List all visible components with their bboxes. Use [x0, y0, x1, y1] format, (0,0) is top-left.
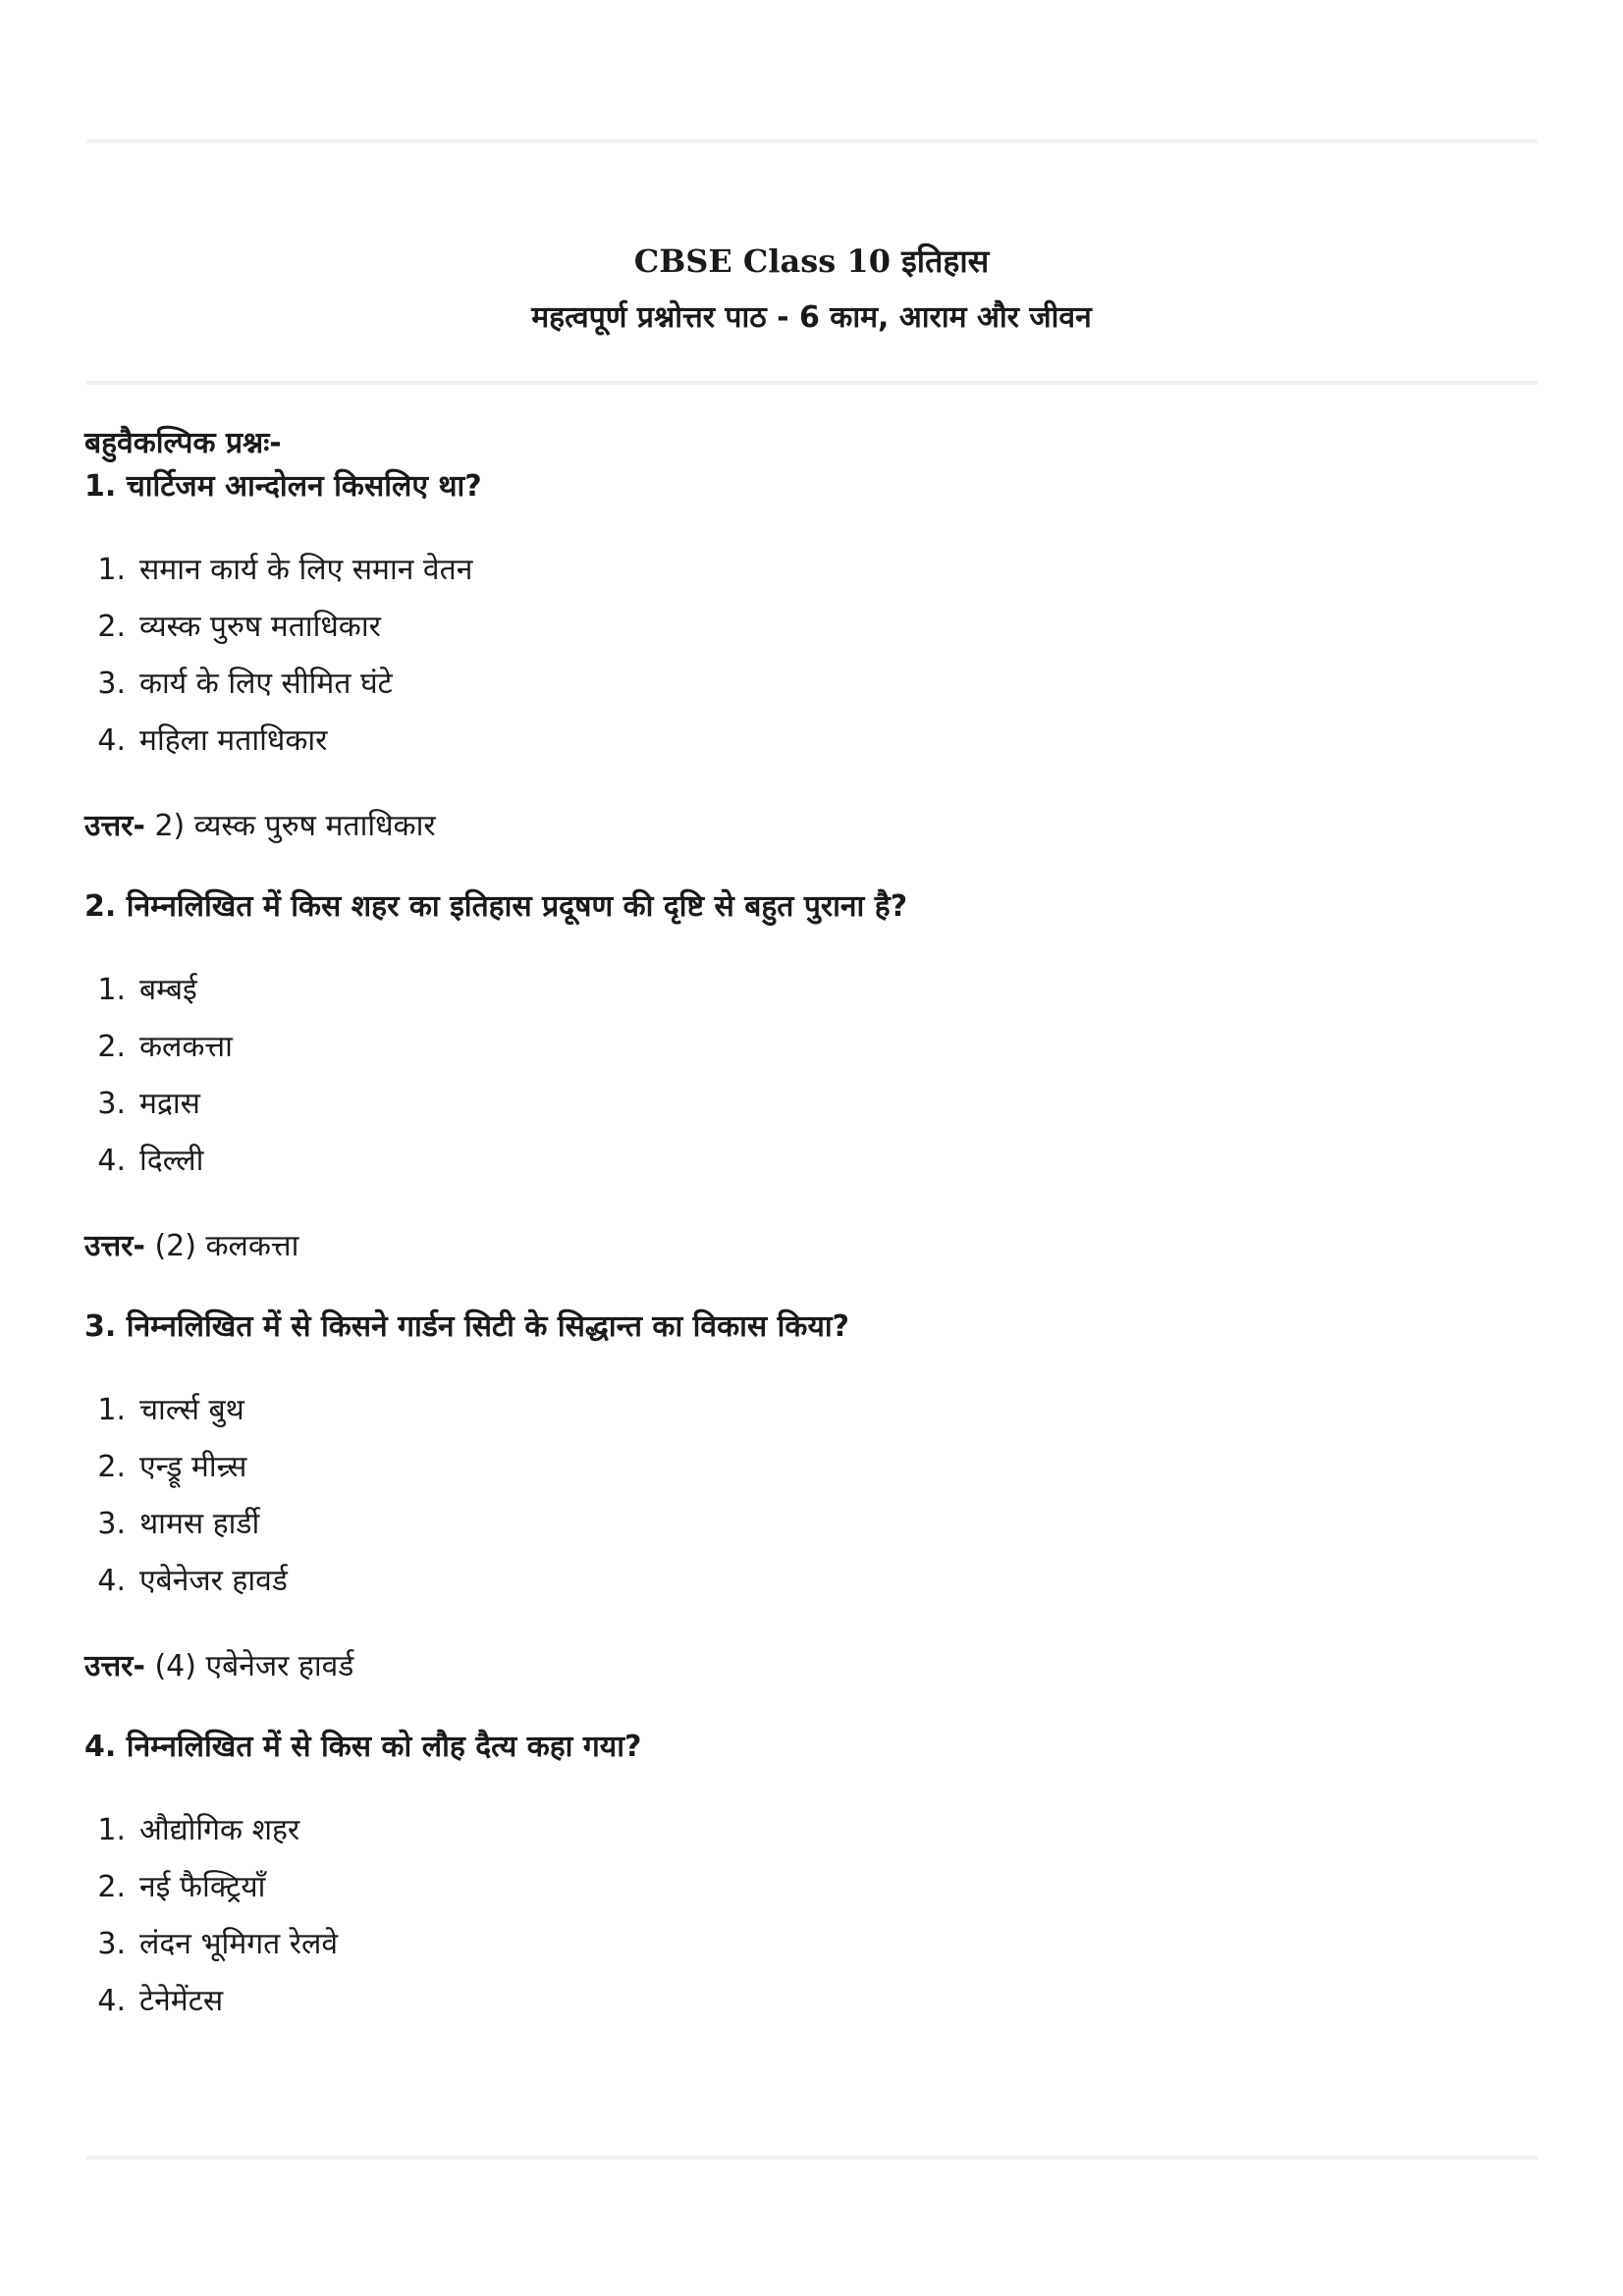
- option-item: [84, 1143, 1538, 1200]
- option-text: एबेनेजर हावर्ड: [139, 1564, 288, 1598]
- question-block: [84, 1306, 1538, 1686]
- option-item: [84, 666, 1538, 722]
- option-number: 3.: [97, 667, 126, 701]
- option-text: समान कार्य के लिए समान वेतन: [139, 553, 473, 587]
- question-text: 1. चार्टिजम आन्दोलन किसलिए था?: [84, 469, 482, 504]
- option-list: [84, 972, 1538, 1200]
- bottom-divider: [86, 2156, 1538, 2160]
- page-subtitle: महत्वपूर्ण प्रश्नोत्तर पाठ - 6 काम, आराम और जीवन: [531, 300, 1092, 335]
- question-block: [84, 885, 1538, 1266]
- question-block: [84, 465, 1538, 846]
- answer-line: [84, 1647, 1538, 1686]
- option-list: [84, 1392, 1538, 1620]
- option-item: [84, 1449, 1538, 1506]
- option-number: 3.: [97, 1507, 126, 1541]
- option-item: [84, 1392, 1538, 1449]
- answer-label: उत्तर-: [84, 1649, 145, 1683]
- option-number: 1.: [97, 973, 126, 1007]
- page-title: CBSE Class 10 इतिहास: [633, 242, 990, 280]
- answer-line: [84, 1227, 1538, 1266]
- answer-label: उत्तर-: [84, 1229, 145, 1263]
- option-number: 1.: [97, 1393, 126, 1427]
- option-number: 2.: [97, 1030, 126, 1064]
- option-number: 2.: [97, 610, 126, 644]
- option-number: 4.: [97, 1144, 126, 1178]
- option-number: 3.: [97, 1927, 126, 1961]
- answer-text: (4) एबेनेजर हावर्ड: [144, 1649, 354, 1683]
- answer-line: [84, 807, 1538, 846]
- question-block: [84, 1726, 1538, 2040]
- option-item: [84, 1869, 1538, 1926]
- option-number: 2.: [97, 1870, 126, 1904]
- question-text: 4. निम्नलिखित में से किस को लौह दैत्य कहा गया?: [84, 1730, 642, 1764]
- option-text: महिला मताधिकार: [139, 723, 328, 758]
- option-text: नई फैक्ट्रियाँ: [139, 1870, 266, 1904]
- header-divider: [86, 381, 1538, 385]
- answer-text: 2) व्यस्क पुरुष मताधिकार: [144, 809, 436, 843]
- option-item: [84, 1506, 1538, 1563]
- option-number: 4.: [97, 723, 126, 758]
- option-number: 1.: [97, 1813, 126, 1847]
- option-item: [84, 609, 1538, 666]
- option-text: दिल्ली: [139, 1144, 204, 1178]
- option-text: व्यस्क पुरुष मताधिकार: [139, 610, 381, 644]
- option-number: 2.: [97, 1450, 126, 1484]
- option-text: बम्बई: [139, 973, 197, 1007]
- option-text: टेनेमेंटस: [139, 1984, 224, 2018]
- question-text: 2. निम्नलिखित में किस शहर का इतिहास प्रदूषण की दृष्टि से बहुत पुराना है?: [84, 889, 908, 924]
- section-heading: बहुवैकल्पिक प्रश्नः-: [84, 426, 282, 460]
- option-number: 1.: [97, 553, 126, 587]
- option-text: लंदन भूमिगत रेलवे: [139, 1927, 339, 1961]
- option-item: [84, 972, 1538, 1029]
- option-text: कलकत्ता: [139, 1030, 233, 1064]
- option-item: [84, 1983, 1538, 2040]
- option-text: कार्य के लिए सीमित घंटे: [139, 667, 393, 701]
- option-item: [84, 552, 1538, 609]
- top-divider: [86, 139, 1538, 143]
- option-item: [84, 1812, 1538, 1869]
- document-body: [84, 422, 1538, 2040]
- option-item: [84, 1029, 1538, 1086]
- option-text: एन्ड्रू मीन्र्स: [139, 1450, 247, 1484]
- option-text: चार्ल्स बुथ: [139, 1393, 244, 1427]
- option-item: [84, 1086, 1538, 1143]
- option-number: 4.: [97, 1564, 126, 1598]
- option-text: थामस हार्डी: [139, 1507, 260, 1541]
- option-number: 4.: [97, 1984, 126, 2018]
- option-list: [84, 552, 1538, 779]
- option-list: [84, 1812, 1538, 2040]
- option-item: [84, 722, 1538, 779]
- option-text: मद्रास: [139, 1087, 200, 1121]
- option-number: 3.: [97, 1087, 126, 1121]
- answer-text: (2) कलकत्ता: [144, 1229, 299, 1263]
- option-item: [84, 1926, 1538, 1983]
- question-text: 3. निम्नलिखित में से किसने गार्डन सिटी के सिद्धान्त का विकास किया?: [84, 1309, 850, 1344]
- option-text: औद्योगिक शहर: [139, 1813, 300, 1847]
- answer-label: उत्तर-: [84, 809, 145, 843]
- option-item: [84, 1563, 1538, 1620]
